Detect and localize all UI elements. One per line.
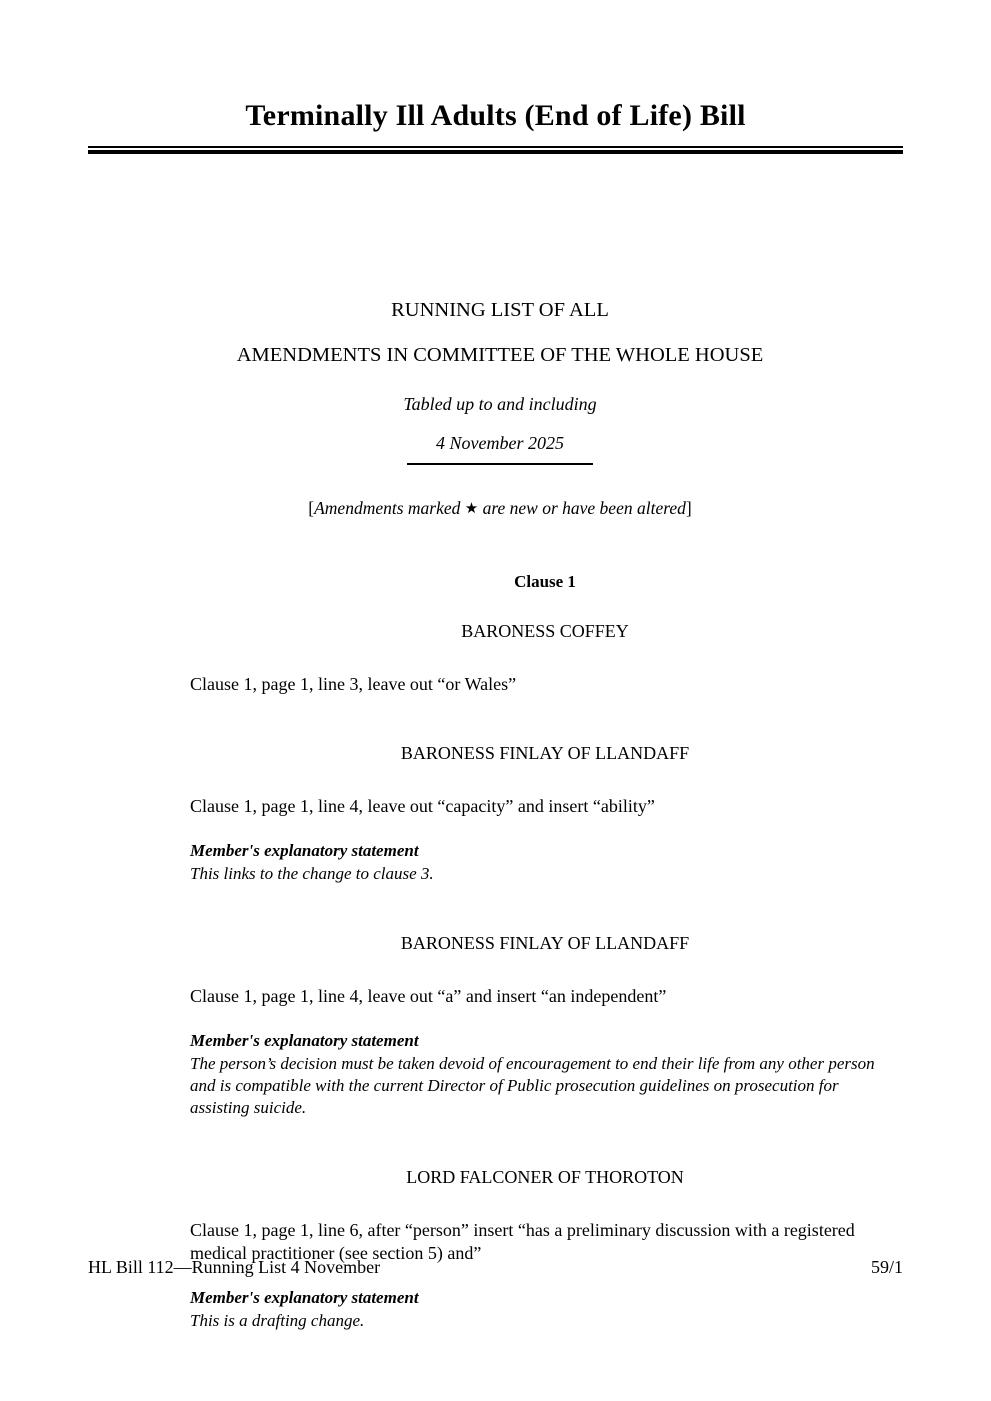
amendment-member-name: LORD FALCONER OF THOROTON: [406, 1166, 684, 1187]
header-separator-rule: [145, 463, 855, 465]
preamble-block: [145, 300, 855, 452]
title-double-rule: [88, 146, 903, 154]
amendment-text: Clause 1, page 1, line 4, leave out “capacity” and insert “ability”: [190, 796, 655, 817]
footer-bill-reference: HL Bill 112—Running List 4 November: [88, 1257, 381, 1277]
amendment-member-name: BARONESS FINLAY OF LLANDAFF: [400, 932, 690, 953]
amendment-text: Clause 1, page 1, line 4, leave out “a” and insert “an independent”: [190, 985, 667, 1006]
amendment-text: Clause 1, page 1, line 3, leave out “or Wales”: [190, 674, 517, 694]
amendment-member-name: BARONESS FINLAY OF LLANDAFF: [400, 743, 690, 764]
star-icon: ★: [464, 501, 479, 517]
page-title: Terminally Ill Adults (End of Life) Bill: [245, 99, 746, 132]
note-text-before: Amendments marked: [314, 498, 465, 518]
clause-heading: Clause 1: [514, 572, 576, 591]
preamble-line-2: AMENDMENTS IN COMMITTEE OF THE WHOLE HOUSE: [236, 343, 764, 366]
explanatory-statement-text: This links to the change to clause 3.: [190, 864, 434, 884]
amendments-body: [190, 573, 900, 1332]
note-open-bracket: [: [308, 498, 315, 518]
tabled-label: Tabled up to and including: [403, 394, 597, 414]
explanatory-statement-text: The person’s decision must be taken devoid of encouragement to end their life from any other person and is compatible with the current Director of Public prosecution guidelines on prosecution for assisting suicide.: [190, 1053, 875, 1118]
preamble-line-1: RUNNING LIST OF ALL: [391, 299, 609, 321]
note-close-bracket: ]: [685, 498, 692, 518]
explanatory-statement-text: This is a drafting change.: [190, 1310, 365, 1330]
title-block: [88, 98, 903, 154]
explanatory-statement-heading: Member's explanatory statement: [190, 841, 419, 861]
footer-page-number: 59/1: [870, 1257, 903, 1277]
amendment-text: Clause 1, page 1, line 6, after “person” insert “has a preliminary discussion with a registered medical practitioner (see section 5) and”: [190, 1219, 855, 1263]
page-footer: [88, 1258, 903, 1276]
amendments-marked-note: [145, 500, 855, 518]
explanatory-statement-heading: Member's explanatory statement: [190, 1287, 419, 1307]
tabled-date: 4 November 2025: [436, 433, 564, 453]
amendment-member-name: BARONESS COFFEY: [461, 621, 629, 641]
explanatory-statement-heading: Member's explanatory statement: [190, 1030, 419, 1050]
note-text-after: are new or have been altered: [478, 498, 686, 518]
